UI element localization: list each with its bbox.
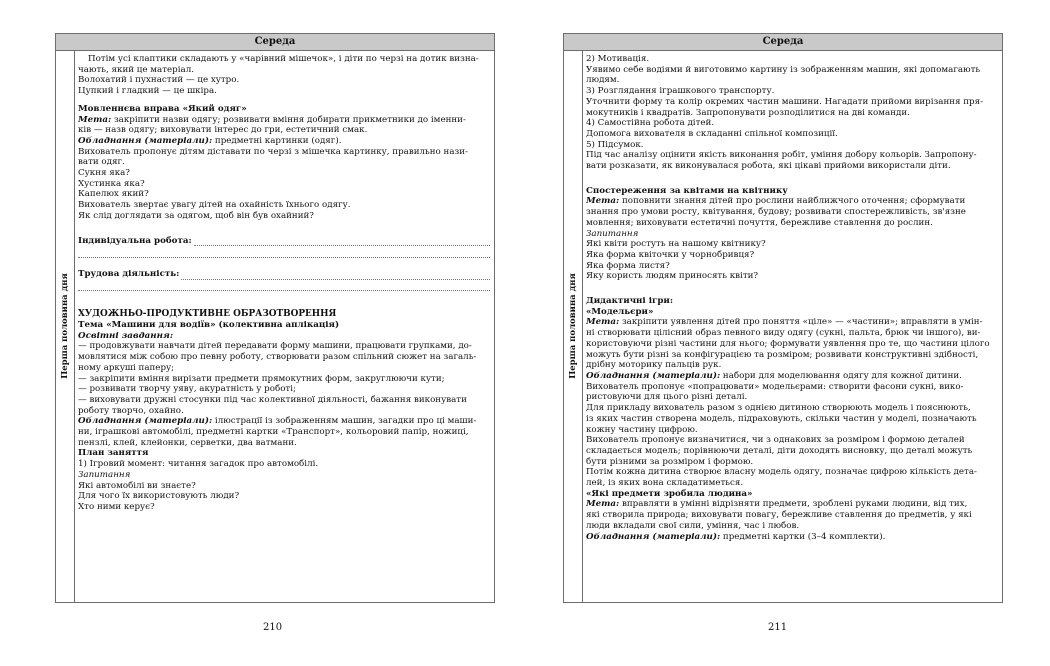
text-line xyxy=(586,86,998,97)
line-text: ілюстрації із зображенням машин, загадки про ці маши- xyxy=(212,416,477,427)
text-line xyxy=(78,54,490,65)
day-header: Середа xyxy=(56,34,494,51)
line-text: Для прикладу вихователь разом з однією дитиною створюють модель і пояснюють, xyxy=(586,403,971,414)
spacer xyxy=(78,295,490,309)
line-text: мовлятися між собою про певну роботу, створювати разом спільний сюжет на загаль- xyxy=(78,352,477,363)
line-text: Яка форма квіточки у чорнобривця? xyxy=(586,249,755,260)
text-line xyxy=(78,115,490,126)
text-line xyxy=(78,448,490,459)
line-text: Вихователь звертає увагу дітей на охайність їхнього одягу. xyxy=(78,200,351,211)
text-line xyxy=(78,320,490,331)
spacer xyxy=(586,172,998,186)
line-text: — закріпити вміння вирізати предмети прямокутних форм, закруглюючи кути; xyxy=(78,373,445,384)
text-line xyxy=(586,350,998,361)
left-page xyxy=(55,33,495,603)
line-text: Під час аналізу оцінити якість виконання робіт, уміння добору кольорів. Запропону- xyxy=(586,150,977,161)
line-text: ристовуючи для цього різні деталі. xyxy=(586,392,748,403)
line-text: Для чого їх використовують люди? xyxy=(78,491,240,502)
dotted-fill-line xyxy=(181,271,490,280)
text-line xyxy=(586,521,998,532)
line-text: Потім кожна дитина створює власну модель одягу, позначає цифрою кількість дета- xyxy=(586,467,977,478)
text-line xyxy=(586,532,998,543)
line-text: Допомога вихователя в складанні спільної композиції. xyxy=(586,128,838,139)
line-text: людям. xyxy=(586,75,620,86)
text-line xyxy=(586,196,998,207)
text-line xyxy=(586,457,998,468)
page-content xyxy=(586,54,998,600)
text-line xyxy=(586,54,998,65)
text-line xyxy=(586,478,998,489)
line-text: роботу творчо, охайно. xyxy=(78,405,184,416)
field-prefix: Мета: xyxy=(586,499,620,510)
text-line xyxy=(78,125,490,136)
line-text: Уточнити форму та колір окремих частин машини. Нагадати прийоми вирізання пря- xyxy=(586,96,984,107)
dotted-fill-line xyxy=(194,237,490,246)
line-text: Як слід доглядати за одягом, щоб він був охайний? xyxy=(78,210,314,221)
text-line xyxy=(586,510,998,521)
text-line xyxy=(586,239,998,250)
text-line xyxy=(586,382,998,393)
line-text: Які квіти ростуть на нашому квітнику? xyxy=(586,239,766,250)
line-text: поповнити знання дітей про рослини найближчого оточення; сформувати xyxy=(619,196,966,207)
text-line xyxy=(586,403,998,414)
line-text: складається модель; порівнюючи деталі, діти доходять висновку, що деталі можуть xyxy=(586,445,973,456)
line-text: Запитання xyxy=(78,469,131,480)
line-text: ні створювати цілісний образ певного виду одягу (сукні, пальта, брюк чи іншого), ви- xyxy=(586,328,981,339)
line-text: Хустинка яка? xyxy=(78,178,145,189)
text-line xyxy=(586,339,998,350)
text-line xyxy=(78,331,490,342)
line-text: вправляти в умінні відрізняти предмети, зроблені руками людини, від тих, xyxy=(619,499,968,510)
text-line xyxy=(78,179,490,190)
text-line xyxy=(78,491,490,502)
line-text: знання про умови росту, квітування, будову; розвивати спостережливість, зв'язне xyxy=(586,207,966,218)
text-line xyxy=(78,352,490,363)
field-prefix: Мета: xyxy=(586,196,620,207)
line-text: набори для моделювання одягу для кожної дитини. xyxy=(720,370,962,381)
spacer xyxy=(78,262,490,269)
text-line xyxy=(586,207,998,218)
line-text: 1) Ігровий момент: читання загадок про автомобілі. xyxy=(78,459,319,470)
field-prefix: Мета: xyxy=(78,114,112,125)
text-line xyxy=(78,406,490,417)
text-line xyxy=(78,416,490,427)
page-number: 210 xyxy=(263,622,283,633)
page-content xyxy=(78,54,490,600)
field-prefix: Обладнання (матеріали): xyxy=(586,370,721,381)
text-line xyxy=(78,438,490,449)
line-text: Хто ними керує? xyxy=(78,501,155,512)
line-text: ному аркуші паперу; xyxy=(78,362,175,373)
text-line xyxy=(586,328,998,339)
line-text: Освітні завдання: xyxy=(78,330,174,341)
line-text: — виховувати дружні стосунки під час колективної діяльності, бажання виконувати xyxy=(78,394,467,405)
dotted-fill-line xyxy=(78,246,490,258)
line-text: ХУДОЖНЬО-ПРОДУКТИВНЕ ОБРАЗОТВОРЕННЯ xyxy=(78,309,337,320)
text-line xyxy=(586,140,998,151)
right-page xyxy=(563,33,1003,603)
text-line xyxy=(78,374,490,385)
line-text: Волохатий і пухнастий — це хутро. xyxy=(78,75,240,86)
text-line xyxy=(586,108,998,119)
line-text: Потім усі клаптики складають у «чарівний мішечок», і діти по черзі на дотик визна- xyxy=(88,54,479,64)
text-line xyxy=(78,470,490,481)
line-text: чають, який це матеріал. xyxy=(78,64,194,75)
line-text: мокутників і квадратів. Запропонувати розподілитися на дві команди. xyxy=(586,107,910,118)
text-line xyxy=(78,502,490,513)
text-line xyxy=(78,200,490,211)
line-text: 5) Підсумок. xyxy=(586,139,644,150)
text-line xyxy=(586,229,998,240)
field-label: Індивідуальна робота: xyxy=(78,235,192,246)
field-prefix: Мета: xyxy=(586,317,620,328)
text-line xyxy=(586,75,998,86)
page-number: 211 xyxy=(768,622,788,633)
text-line xyxy=(586,435,998,446)
line-text: Вихователь пропонує «попрацювати» модельєрами: створити фасони сукні, вико- xyxy=(586,381,964,392)
line-text: Дидактичні ігри: xyxy=(586,296,674,307)
field-prefix: Обладнання (матеріали): xyxy=(78,416,213,427)
line-text: із яких частин створена модель, підраховують, скільки частин у моделі, позначають xyxy=(586,413,977,424)
side-column xyxy=(56,50,75,602)
text-line xyxy=(78,75,490,86)
text-line xyxy=(586,414,998,425)
line-text: Які автомобілі ви знаєте? xyxy=(78,480,196,491)
text-line xyxy=(78,86,490,97)
line-text: вати одяг. xyxy=(78,157,125,168)
side-column xyxy=(564,50,583,602)
text-line xyxy=(78,363,490,374)
text-line xyxy=(586,65,998,76)
line-text: закріпити уявлення дітей про поняття «ціле» — «частини»; вправляти в умін- xyxy=(619,317,983,328)
line-text: мовлення; виховувати естетичні почуття, бережливе ставлення до рослин. xyxy=(586,217,933,228)
line-text: 4) Самостійна робота дітей. xyxy=(586,118,715,129)
line-text: Яка форма листя? xyxy=(586,260,670,271)
text-line xyxy=(78,341,490,352)
text-line xyxy=(586,489,998,500)
text-line xyxy=(78,168,490,179)
text-line xyxy=(78,104,490,115)
line-text: Цупкий і гладкий — це шкіра. xyxy=(78,86,217,97)
text-line xyxy=(78,309,490,320)
dotted-fill-line xyxy=(78,280,490,292)
field-label: Трудова діяльність: xyxy=(78,268,180,279)
line-text: бути різними за розміром і формою. xyxy=(586,456,754,467)
text-line xyxy=(586,129,998,140)
line-text: предметні картки (3–4 комплекти). xyxy=(720,531,886,542)
line-text: Уявимо себе водіями й виготовимо картину із зображенням машин, які допомагають xyxy=(586,64,981,75)
text-line xyxy=(586,317,998,328)
text-line xyxy=(586,250,998,261)
text-line xyxy=(78,211,490,222)
line-text: можуть бути різні за конфігурацією та розміром; розвивати конструктивні здібності, xyxy=(586,349,979,360)
line-text: дрібну моторику пальців рук. xyxy=(586,360,722,371)
field-prefix: Обладнання (матеріали): xyxy=(586,531,721,542)
text-line xyxy=(586,360,998,371)
field-prefix: Обладнання (матеріали): xyxy=(78,135,213,146)
fill-in-field xyxy=(78,269,490,280)
text-line xyxy=(586,307,998,318)
line-text: Сукня яка? xyxy=(78,168,130,179)
spacer xyxy=(78,222,490,236)
line-text: Спостереження за квітами на квітнику xyxy=(586,185,788,196)
text-line xyxy=(586,371,998,382)
line-text: користовуючи різні частини для нього; формувати уявлення про те, що частини цілого xyxy=(586,338,990,349)
text-line xyxy=(586,446,998,457)
text-line xyxy=(78,147,490,158)
text-line xyxy=(78,65,490,76)
line-text: закріпити назви одягу; розвивати вміння добирати прикметники до іменни- xyxy=(111,114,466,125)
line-text: Тема «Машини для водіїв» (колективна аплікація) xyxy=(78,320,340,331)
text-line xyxy=(586,499,998,510)
text-line xyxy=(586,392,998,403)
side-label: Перша половина дня xyxy=(568,273,578,379)
text-line xyxy=(586,296,998,307)
spacer xyxy=(78,97,490,104)
line-text: кожну частину цифрою. xyxy=(586,424,698,435)
line-text: предметні картинки (одяг). xyxy=(212,135,342,146)
text-line xyxy=(586,161,998,172)
text-line xyxy=(586,261,998,272)
line-text: «Які предмети зробила людина» xyxy=(586,488,753,499)
line-text: ків — назв одягу; виховувати інтерес до гри, естетичний смак. xyxy=(78,125,368,136)
text-line xyxy=(586,186,998,197)
text-line xyxy=(586,425,998,436)
line-text: Мовленнєва вправа «Який одяг» xyxy=(78,103,247,114)
text-line xyxy=(586,218,998,229)
line-text: Вихователь пропонує визначитися, чи з однакових за розміром і формою деталей xyxy=(586,435,965,446)
line-text: Вихователь пропонує дітям діставати по черзі з мішечка картинку, правильно нази- xyxy=(78,146,468,157)
spacer xyxy=(586,282,998,296)
text-line xyxy=(78,427,490,438)
line-text: Запитання xyxy=(586,228,639,239)
line-text: Капелюх який? xyxy=(78,189,149,200)
line-text: вати розказати, як виконувалася робота, які цікаві прийоми використали діти. xyxy=(586,161,951,172)
line-text: «Модельєри» xyxy=(586,306,654,317)
line-text: лей, із яких вона складатиметься. xyxy=(586,478,744,489)
text-line xyxy=(586,97,998,108)
day-header: Середа xyxy=(564,34,1002,51)
text-line xyxy=(78,157,490,168)
fill-in-field xyxy=(78,236,490,247)
line-text: Яку користь людям приносять квіти? xyxy=(586,271,759,282)
text-line xyxy=(78,395,490,406)
text-line xyxy=(586,150,998,161)
line-text: — розвивати творчу уяву, акуратність у роботі; xyxy=(78,384,296,395)
text-line xyxy=(78,481,490,492)
line-text: 2) Мотивація. xyxy=(586,54,650,64)
text-line xyxy=(78,459,490,470)
line-text: які створила природа; виховувати повагу, бережливе ставлення до предметів, у які xyxy=(586,510,972,521)
side-label: Перша половина дня xyxy=(60,273,70,379)
line-text: люди вкладали свої сили, уміння, час і любов. xyxy=(586,520,800,531)
text-line xyxy=(78,136,490,147)
text-line xyxy=(586,118,998,129)
text-line xyxy=(586,467,998,478)
line-text: План заняття xyxy=(78,448,149,459)
line-text: — продовжувати навчати дітей передавати форму машини, працювати групками, до- xyxy=(78,341,472,352)
line-text: 3) Розглядання іграшкового транспорту. xyxy=(586,86,775,97)
line-text: пензлі, клей, клейонки, серветки, два ватмани. xyxy=(78,437,297,448)
text-line xyxy=(78,189,490,200)
text-line xyxy=(78,384,490,395)
text-line xyxy=(586,271,998,282)
line-text: ни, іграшкові автомобілі, предметні картки «Транспорт», кольоровий папір, ножиці, xyxy=(78,427,469,438)
